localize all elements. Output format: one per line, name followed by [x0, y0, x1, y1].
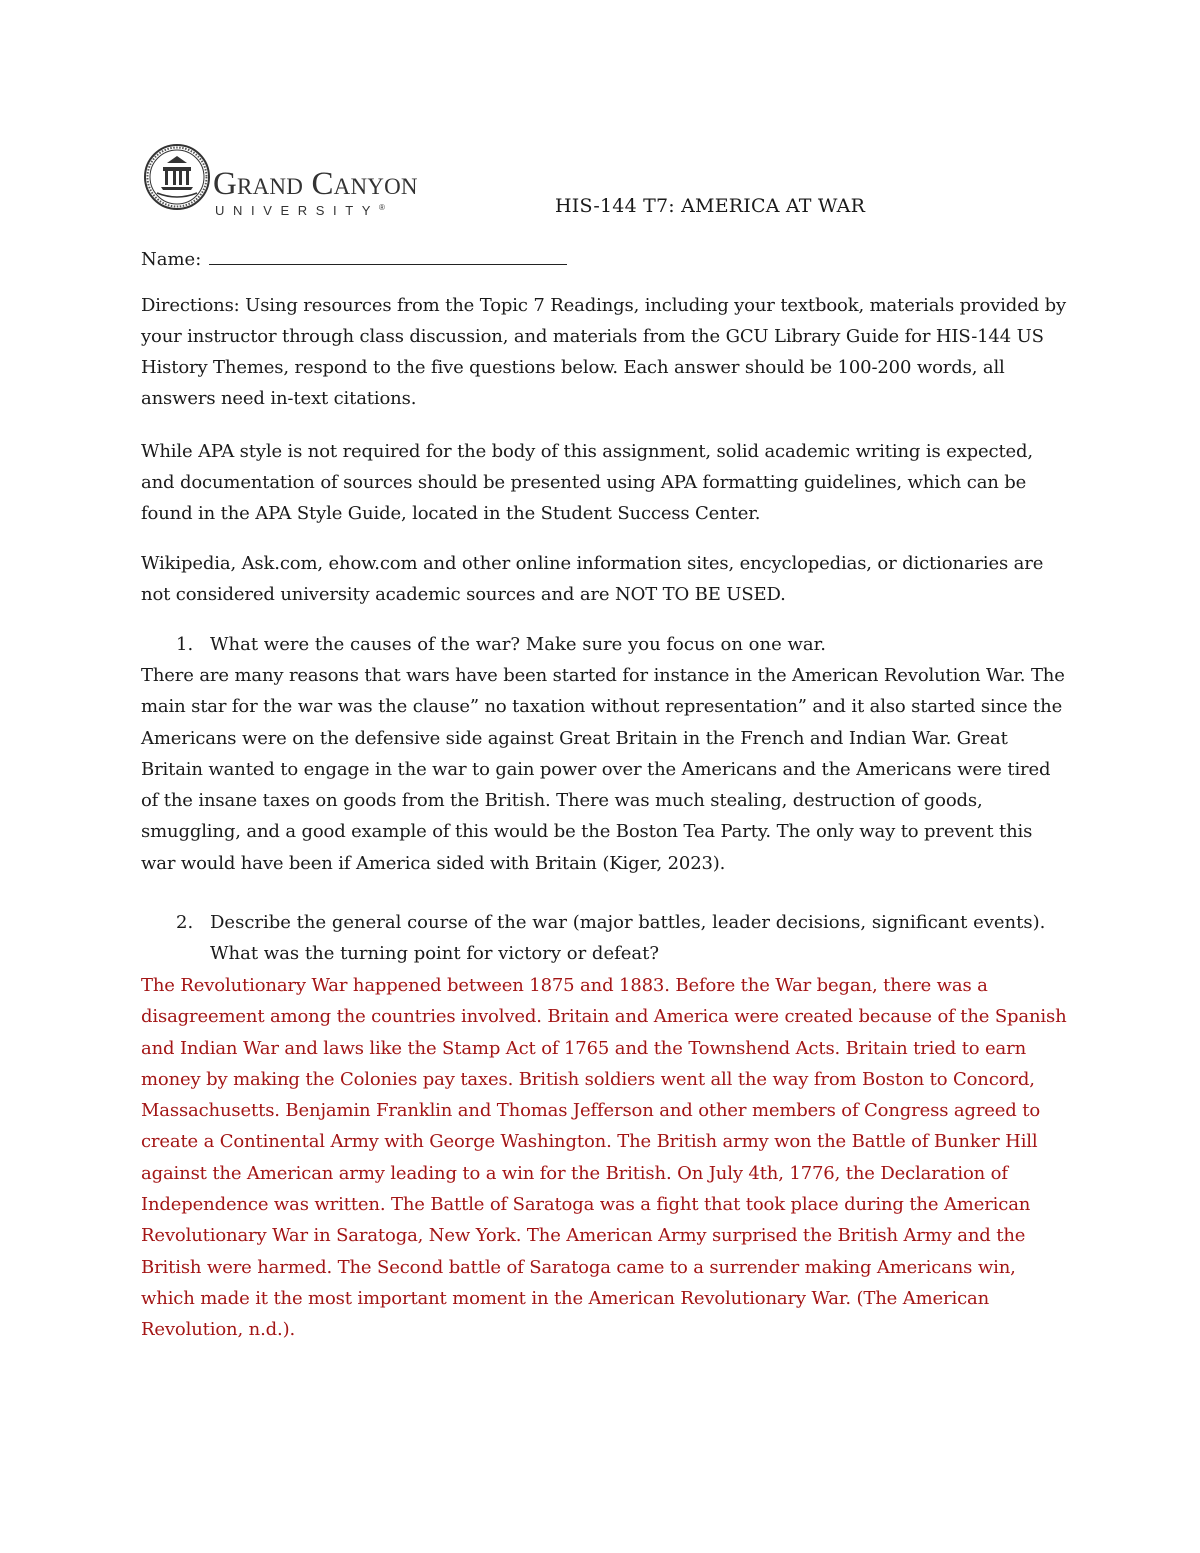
question-1 [176, 629, 1056, 660]
answer-2: The Revolutionary War happened between 1875 and 1883. Before the War began, there was a disagreement among the countries involved. Britain and America were created because of the Spanish and Indian War and laws like the Stamp Act of 1765 and the Townshend Acts. Britain tried to earn money by making the Colonies pay taxes. British soldiers went all the way from Boston to Concord, Massachusetts. Benjamin Franklin and Thomas Jefferson and other members of Congress agreed to create a Continental Army with George Washington. The British army won the Battle of Bunker Hill against the American army leading to a win for the British. On July 4th, 1776, the Declaration of Independence was written. The Battle of Saratoga was a fight that took place during the American Revolutionary War in Saratoga, New York. The American Army surprised the British Army and the British were harmed. The Second battle of Saratoga came to a surrender making Americans win, which made it the most important moment in the American Revolutionary War. (The American Revolution, n.d.). [141, 975, 1067, 1341]
name-field-row [141, 244, 567, 272]
logo-wordmark [213, 167, 418, 218]
question-text: What were the causes of the war? Make sure you focus on one war. [210, 634, 826, 655]
logo-main-text: Grand Canyon [213, 166, 418, 202]
apa-paragraph: While APA style is not required for the body of this assignment, solid academic writing is expected, and documentation of sources should be presented using APA formatting guidelines, which can be found in the APA Style Guide, located in the Student Success Center. [141, 441, 1033, 524]
name-blank-line[interactable] [209, 244, 567, 265]
question-text: Describe the general course of the war (major battles, leader decisions, significant events). What was the turning point for victory or defeat? [210, 912, 1046, 964]
university-seal-icon [143, 143, 211, 211]
directions-paragraph: Directions: Using resources from the Topic 7 Readings, including your textbook, materials provided by your instructor through class discussion, and materials from the GCU Library Guide for HIS-144 US History Themes, respond to the five questions below. Each answer should be 100-200 words, all answers need in-text citations. [141, 295, 1066, 409]
logo-sub-text: UNIVERSITY [215, 203, 380, 218]
document-title: HIS-144 T7: AMERICA AT WAR [555, 195, 866, 217]
sources-paragraph: Wikipedia, Ask.com, ehow.com and other online information sites, encyclopedias, or dictionaries are not considered university academic sources and are NOT TO BE USED. [141, 553, 1044, 605]
answer-1: There are many reasons that wars have been started for instance in the American Revolution War. The main star for the war was the clause” no taxation without representation” and it also started since the Americans were on the defensive side against Great Britain in the French and Indian War. Great Britain wanted to engage in the war to gain power over the Americans and the Americans were tired of the insane taxes on goods from the British. There was much stealing, destruction of goods, smuggling, and a good example of this would be the Boston Tea Party. The only way to prevent this war would have been if America sided with Britain (Kiger, 2023). [141, 665, 1065, 874]
logo-sub-wrap [213, 203, 418, 218]
question-number: 1. [176, 634, 194, 655]
logo-trademark: ® [379, 203, 385, 212]
university-logo [143, 143, 453, 219]
name-label: Name: [141, 249, 202, 270]
question-2 [176, 907, 1056, 969]
question-number: 2. [176, 912, 194, 933]
